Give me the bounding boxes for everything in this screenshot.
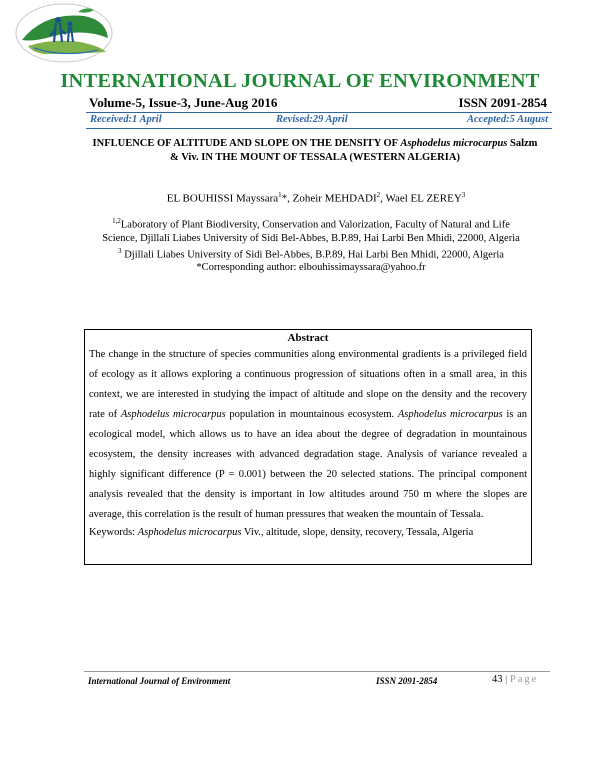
abstract-species-1: Asphodelus microcarpus [120, 409, 226, 420]
paper-title [90, 137, 540, 165]
author-sup: 2 [376, 191, 381, 199]
author-sup: 3 [461, 191, 466, 199]
abstract-heading: Abstract [287, 332, 329, 344]
dates-bar [86, 112, 552, 129]
journal-logo [14, 2, 114, 64]
journal-title: INTERNATIONAL JOURNAL OF ENVIRONMENT [60, 70, 540, 92]
abstract-seg-1: The change in the structure of species communities along environmental gradients is a privileged field of ecology as it allows exploring a continuous progression of situations often in a small area, in this context, we are interested in studying the impact of altitude and slope on the density and the recovery rate of [89, 349, 527, 420]
abstract-body [89, 345, 527, 525]
page-label: Page [509, 674, 539, 685]
keywords [89, 525, 527, 541]
affiliation-1-text: Laboratory of Plant Biodiversity, Conservation and Valorization, Faculty of Natural and Life Science, Djillali Liabes University of Sidi Bel-Abbes, B.P.89, Hai Larbi Ben Mhidi, 22000, Algeria [102, 219, 520, 244]
volume-issue: Volume-5, Issue-3, June-Aug 2016 [89, 95, 278, 110]
page-separator: | [505, 674, 508, 685]
affiliation-2-sup: 3 [118, 246, 122, 255]
abstract-species-2: Asphodelus microcarpus [397, 409, 503, 420]
author-name: Zoheir MEHDADI [292, 192, 377, 205]
affiliation-1-sup: 1,2 [112, 217, 121, 225]
footer-divider [84, 671, 550, 672]
accepted-date: Accepted:5 August [467, 114, 548, 125]
title-species: Asphodelus microcarpus [400, 138, 508, 149]
footer-journal: International Journal of Environment [88, 676, 231, 686]
affiliation-2 [96, 245, 526, 262]
footer-page [492, 674, 538, 685]
volume-line [89, 95, 547, 111]
author-sep: *, [281, 192, 293, 205]
keywords-list: Viv., altitude, slope, density, recovery, Tessala, Algeria [241, 527, 474, 538]
affiliations [96, 215, 526, 274]
corresponding-author: *Corresponding author: elbouhissimayssara@yahoo.fr [196, 262, 426, 273]
page-number: 43 [492, 674, 503, 685]
affiliation-2-text: Djillali Liabes University of Sidi Bel-Abbes, B.P.89, Hai Larbi Ben Mhidi, 22000, Algeria [121, 249, 504, 260]
author-list [0, 191, 600, 205]
issn-header: ISSN 2091-2854 [458, 95, 547, 110]
keywords-label: Keywords: [89, 527, 138, 538]
received-date: Received:1 April [90, 114, 162, 125]
revised-date: Revised:29 April [276, 114, 348, 125]
author-name: Wael EL ZEREY [385, 192, 462, 205]
author-sep: , [380, 192, 386, 205]
abstract-seg-3: is an ecological model, which allows us to have an idea about the degree of degradation in mountainous ecosystem, the density increases with advanced degradation stage. Analysis of variance revealed a highly significant difference (P = 0.001) between the 20 selected stations. The principal component analysis revealed that the density is important in low altitudes around 750 m where the slopes are average, this correlation is the result of human pressures that weaken the mountain of Tessala. [89, 409, 528, 520]
keywords-species: Asphodelus microcarpus [137, 527, 242, 538]
title-part-2: Salzm & Viv. IN THE MOUNT OF TESSALA (WESTERN ALGERIA) [170, 138, 538, 163]
abstract-seg-2: population in mountainous ecosystem. [225, 409, 398, 420]
author-name: EL BOUHISSI Mayssara [166, 192, 279, 205]
abstract-box [84, 329, 532, 565]
footer-issn: ISSN 2091-2854 [376, 676, 438, 686]
affiliation-1 [96, 215, 526, 245]
title-part-1: INFLUENCE OF ALTITUDE AND SLOPE ON THE DENSITY OF [92, 138, 401, 149]
author-sup: 1 [278, 191, 282, 199]
